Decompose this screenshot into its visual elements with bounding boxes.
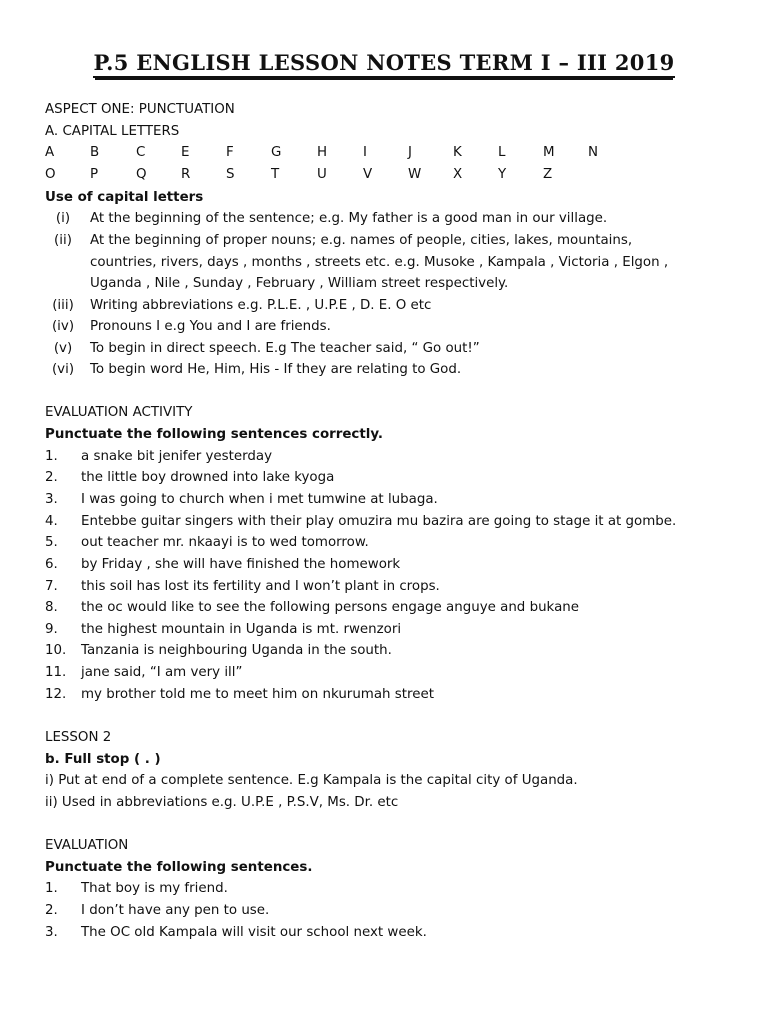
letter: S bbox=[226, 167, 235, 182]
item-number: (iii) bbox=[52, 298, 74, 313]
item-number: 2. bbox=[45, 903, 58, 918]
letter: F bbox=[226, 145, 234, 160]
item-text: out teacher mr. nkaayi is to wed tomorrow. bbox=[81, 535, 369, 550]
letter: N bbox=[588, 145, 599, 160]
item-number: (ii) bbox=[54, 233, 72, 248]
full-stop-point: ii) Used in abbreviations e.g. U.P.E , P.S.V, Ms. Dr. etc bbox=[45, 795, 399, 810]
item-number: 11. bbox=[45, 665, 67, 680]
full-stop-heading: b. Full stop ( . ) bbox=[45, 752, 161, 767]
letter: R bbox=[181, 167, 191, 182]
letter: W bbox=[408, 167, 422, 182]
document-title bbox=[0, 50, 768, 75]
use-heading: Use of capital letters bbox=[45, 190, 204, 205]
item-text: To begin in direct speech. E.g The teacher said, “ Go out!” bbox=[90, 341, 480, 356]
item-text: That boy is my friend. bbox=[81, 881, 228, 896]
item-text: this soil has lost its fertility and I won’t plant in crops. bbox=[81, 579, 440, 594]
letter: I bbox=[363, 145, 367, 160]
letter: Y bbox=[498, 167, 507, 182]
letter: U bbox=[317, 167, 327, 182]
item-number: 12. bbox=[45, 687, 67, 702]
item-number: (v) bbox=[53, 341, 73, 356]
item-text: The OC old Kampala will visit our school next week. bbox=[81, 925, 427, 940]
item-text: At the beginning of the sentence; e.g. My father is a good man in our village. bbox=[90, 211, 608, 226]
item-text: the oc would like to see the following persons engage anguye and bukane bbox=[81, 600, 580, 615]
item-number: 8. bbox=[45, 600, 58, 615]
letter: H bbox=[317, 145, 328, 160]
letter: O bbox=[45, 167, 56, 182]
letter: Q bbox=[136, 167, 147, 182]
title-text: P.5 ENGLISH LESSON NOTES TERM I – III 2019 bbox=[93, 50, 674, 78]
item-text: Entebbe guitar singers with their play omuzira mu bazira are going to stage it at gombe. bbox=[81, 514, 677, 529]
letter: G bbox=[271, 145, 282, 160]
evaluation-heading: EVALUATION bbox=[45, 838, 129, 853]
item-text: the highest mountain in Uganda is mt. rwenzori bbox=[81, 622, 402, 637]
item-number: (i) bbox=[55, 211, 71, 226]
letter: L bbox=[498, 145, 506, 160]
letter: A bbox=[45, 145, 55, 160]
item-text: jane said, “I am very ill” bbox=[81, 665, 243, 680]
item-text: I was going to church when i met tumwine at lubaga. bbox=[81, 492, 438, 507]
item-number: (vi) bbox=[51, 362, 75, 377]
letter: Z bbox=[543, 167, 553, 182]
item-number: 3. bbox=[45, 492, 58, 507]
letter: B bbox=[90, 145, 100, 160]
item-text: To begin word He, Him, His - If they are relating to God. bbox=[90, 362, 462, 377]
lesson-2-heading: LESSON 2 bbox=[45, 730, 112, 745]
full-stop-point: i) Put at end of a complete sentence. E.g Kampala is the capital city of Uganda. bbox=[45, 773, 578, 788]
item-number: 1. bbox=[45, 881, 58, 896]
alphabet-row-2 bbox=[45, 167, 645, 185]
letter: X bbox=[453, 167, 463, 182]
evaluation-activity-heading: EVALUATION ACTIVITY bbox=[45, 405, 193, 420]
letter: V bbox=[363, 167, 373, 182]
letter: M bbox=[543, 145, 555, 160]
item-text: At the beginning of proper nouns; e.g. names of people, cities, lakes, mountains, bbox=[90, 233, 633, 248]
item-text-continued: Uganda , Nile , Sunday , February , William street respectively. bbox=[90, 276, 509, 291]
item-number: 9. bbox=[45, 622, 58, 637]
letter: C bbox=[136, 145, 146, 160]
item-text: the little boy drowned into lake kyoga bbox=[81, 470, 335, 485]
alphabet-row-1 bbox=[45, 145, 645, 163]
item-text: Pronouns I e.g You and I are friends. bbox=[90, 319, 331, 334]
item-number: 6. bbox=[45, 557, 58, 572]
item-text: Writing abbreviations e.g. P.L.E. , U.P.E , D. E. O etc bbox=[90, 298, 432, 313]
section-a-heading: A. CAPITAL LETTERS bbox=[45, 124, 180, 139]
item-text: I don’t have any pen to use. bbox=[81, 903, 270, 918]
item-text: my brother told me to meet him on nkurumah street bbox=[81, 687, 434, 702]
item-number: 4. bbox=[45, 514, 58, 529]
item-number: 10. bbox=[45, 643, 67, 658]
aspect-heading: ASPECT ONE: PUNCTUATION bbox=[45, 102, 235, 117]
item-text: by Friday , she will have finished the homework bbox=[81, 557, 401, 572]
item-number: (iv) bbox=[51, 319, 75, 334]
item-number: 5. bbox=[45, 535, 58, 550]
item-text: a snake bit jenifer yesterday bbox=[81, 449, 273, 464]
item-number: 1. bbox=[45, 449, 58, 464]
instruction-2: Punctuate the following sentences. bbox=[45, 860, 313, 875]
item-number: 7. bbox=[45, 579, 58, 594]
letter: T bbox=[271, 167, 280, 182]
item-text: Tanzania is neighbouring Uganda in the south. bbox=[81, 643, 392, 658]
item-number: 3. bbox=[45, 925, 58, 940]
item-text-continued: countries, rivers, days , months , streets etc. e.g. Musoke , Kampala , Victoria , Elgon , bbox=[90, 255, 669, 270]
item-number: 2. bbox=[45, 470, 58, 485]
letter: J bbox=[408, 145, 412, 160]
letter: P bbox=[90, 167, 99, 182]
letter: E bbox=[181, 145, 190, 160]
instruction-1: Punctuate the following sentences correctly. bbox=[45, 427, 383, 442]
letter: K bbox=[453, 145, 462, 160]
